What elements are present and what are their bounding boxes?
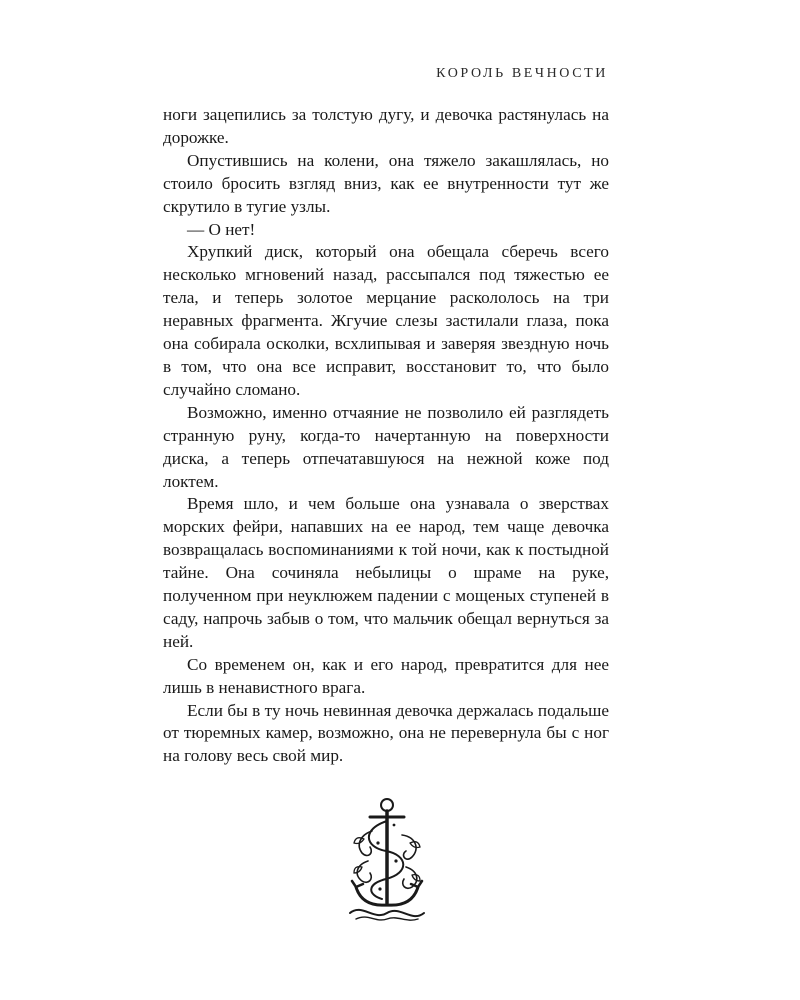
paragraph-4: Хрупкий диск, который она обещала сберечь всего несколько мгновений назад, рассыпался под тяжестью ее тела, и теперь золотое мерцание раскололось на три неравных фрагмента. Жгучие слезы застилали глаза, пока она собирала осколки, всхлипывая и заверяя звездную ночь в том, что она все исправит, восстановит то, что было случайно сломано. [163, 242, 609, 399]
paragraph-8: Если бы в ту ночь невинная девочка держалась подальше от тюремных камер, возможно, она не перевернула бы с ног на голову весь свой мир. [163, 700, 609, 766]
paragraph-5: Возможно, именно отчаяние не позволило ей разглядеть странную руну, когда-то начертанную на поверхности диска, а теперь отпечатавшуюся на нежной коже под локтем. [163, 402, 609, 491]
paragraph-7: Со временем он, как и его народ, превратится для нее лишь в ненавистного врага. [163, 654, 609, 697]
body-text [163, 104, 609, 768]
paragraph-2: Опустившись на колени, она тяжело закашлялась, но стоило бросить взгляд вниз, как ее внутренности тут же скрутило в тугие узлы. [163, 150, 609, 216]
paragraph-6: Время шло, и чем больше она узнавала о зверствах морских фейри, напавших на ее народ, тем чаще девочка возвращалась воспоминаниями к той ночи, как к постыдной тайне. Она сочиняла небылицы о шраме на руке, полученном при неуклюжем падении с мощеных ступеней в саду, напрочь забыв о том, что мальчик обещал вернуться за ней. [163, 494, 609, 651]
anchor-ornament-icon [342, 795, 432, 925]
paragraph-3: — О нет! [187, 219, 256, 239]
running-head-title: КОРОЛЬ ВЕЧНОСТИ [436, 66, 608, 81]
paragraph-1: ноги зацепились за толстую дугу, и девочка растянулась на дорожке. [163, 105, 609, 147]
